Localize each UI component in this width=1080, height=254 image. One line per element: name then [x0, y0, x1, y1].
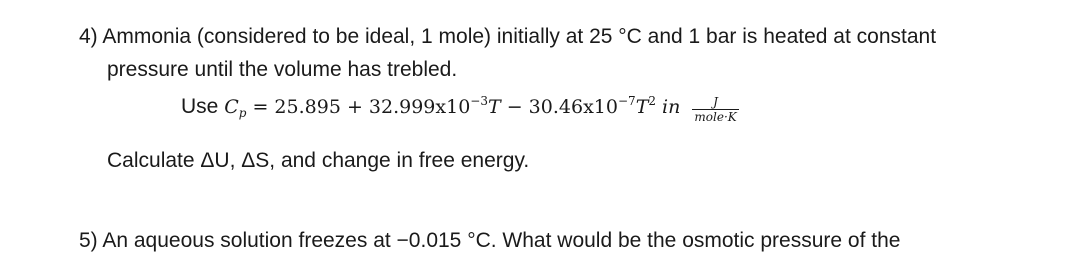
exponent-1: −3 [470, 94, 488, 109]
temperature-symbol-2: T [635, 96, 649, 119]
in-word: in [656, 96, 681, 119]
cp-subscript: p [238, 106, 247, 121]
question-5-partial-line: 5) An aqueous solution freezes at −0.015 °C. What would be the osmotic pressure of the [79, 229, 901, 252]
question-4-line-2: pressure until the volume has trebled. [107, 58, 458, 81]
temperature-symbol-1: T [488, 96, 501, 119]
unit-denominator: mole·K [694, 110, 737, 124]
use-label: Use [181, 95, 219, 119]
equation-part-2: − 30.46x10 [500, 96, 618, 119]
equation-part-1: = 25.895 + 32.999x10 [246, 96, 471, 119]
heat-capacity-equation [181, 93, 739, 122]
exponent-3: 2 [648, 94, 657, 109]
question-4-line-1: 4) Ammonia (considered to be ideal, 1 mole) initially at 25 °C and 1 bar is heated at constant [79, 25, 937, 48]
cp-symbol: C [224, 96, 239, 119]
exponent-2: −7 [617, 94, 636, 109]
unit-numerator: J [692, 95, 738, 110]
question-4-calculate-line: Calculate ΔU, ΔS, and change in free energy. [107, 149, 530, 172]
cp-expression [224, 94, 686, 121]
unit-fraction [692, 95, 738, 124]
